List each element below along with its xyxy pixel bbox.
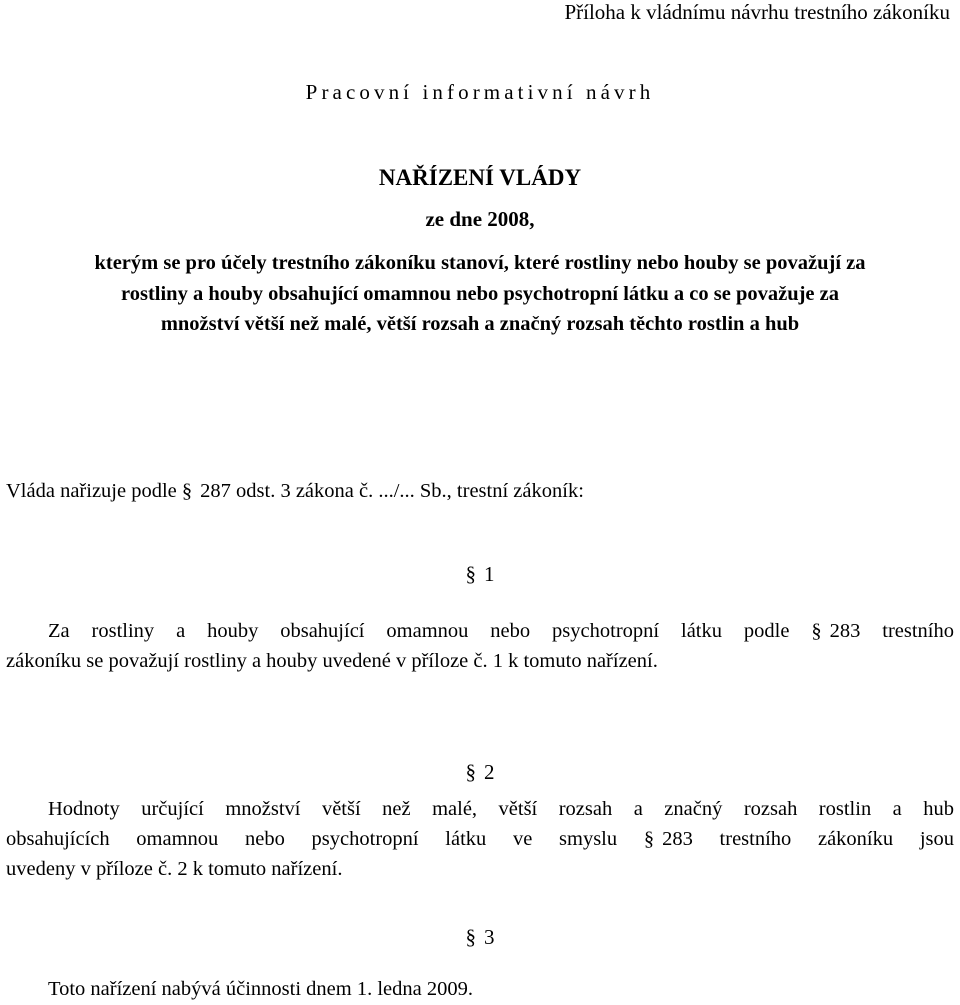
section-1-reference: 283 trestního	[829, 620, 954, 642]
attachment-note: Příloha k vládnímu návrhu trestního zákoníku	[564, 0, 950, 24]
section-3-heading	[0, 925, 960, 950]
section-symbol: §	[465, 925, 476, 949]
enacting-clause	[6, 480, 584, 503]
regulation-date: ze dne 2008,	[425, 207, 535, 231]
section-symbol: §	[181, 480, 193, 502]
section-3-line-1: Toto nařízení nabývá účinnosti dnem 1. ledna 2009.	[48, 978, 473, 1000]
enacting-clause-reference: 287 odst. 3 zákona č. .../... Sb., trestní zákoník:	[200, 480, 584, 502]
section-2-heading	[0, 760, 960, 785]
enacting-clause-text: Vláda nařizuje podle	[6, 480, 177, 502]
section-2-reference: 283 trestního zákoníku jsou	[662, 828, 955, 850]
regulation-title: NAŘÍZENÍ VLÁDY	[378, 165, 582, 190]
section-2-line-1: Hodnoty určující množství větší než malé, větší rozsah a značný rozsah rostlin a hub	[48, 798, 954, 820]
section-1-heading	[0, 562, 960, 587]
section-2-line-3: uvedeny v příloze č. 2 k tomuto nařízení.	[6, 858, 343, 880]
section-number: 1	[484, 562, 495, 586]
subject-line-2: rostliny a houby obsahující omamnou nebo psychotropní látku a co se považuje za	[121, 283, 839, 305]
subject-line-1: kterým se pro účely trestního zákoníku stanoví, které rostliny nebo houby se považují za	[94, 252, 866, 274]
subject-line-3: množství větší než malé, větší rozsah a značný rozsah těchto rostlin a hub	[160, 313, 800, 335]
section-symbol: §	[465, 760, 476, 784]
section-2-line-2	[6, 828, 954, 851]
section-number: 2	[484, 760, 495, 784]
section-symbol: §	[811, 620, 822, 642]
section-symbol: §	[643, 828, 655, 850]
draft-label: Pracovní informativní návrh	[305, 80, 655, 104]
section-1-text: Za rostliny a houby obsahující omamnou nebo psychotropní látku podle	[48, 620, 790, 642]
section-1-line-1	[6, 620, 954, 643]
section-2-text: obsahujících omamnou nebo psychotropní látku ve smyslu	[6, 828, 618, 850]
section-symbol: §	[465, 562, 476, 586]
section-1-line-2: zákoníku se považují rostliny a houby uvedené v příloze č. 1 k tomuto nařízení.	[6, 650, 658, 672]
section-number: 3	[484, 925, 495, 949]
